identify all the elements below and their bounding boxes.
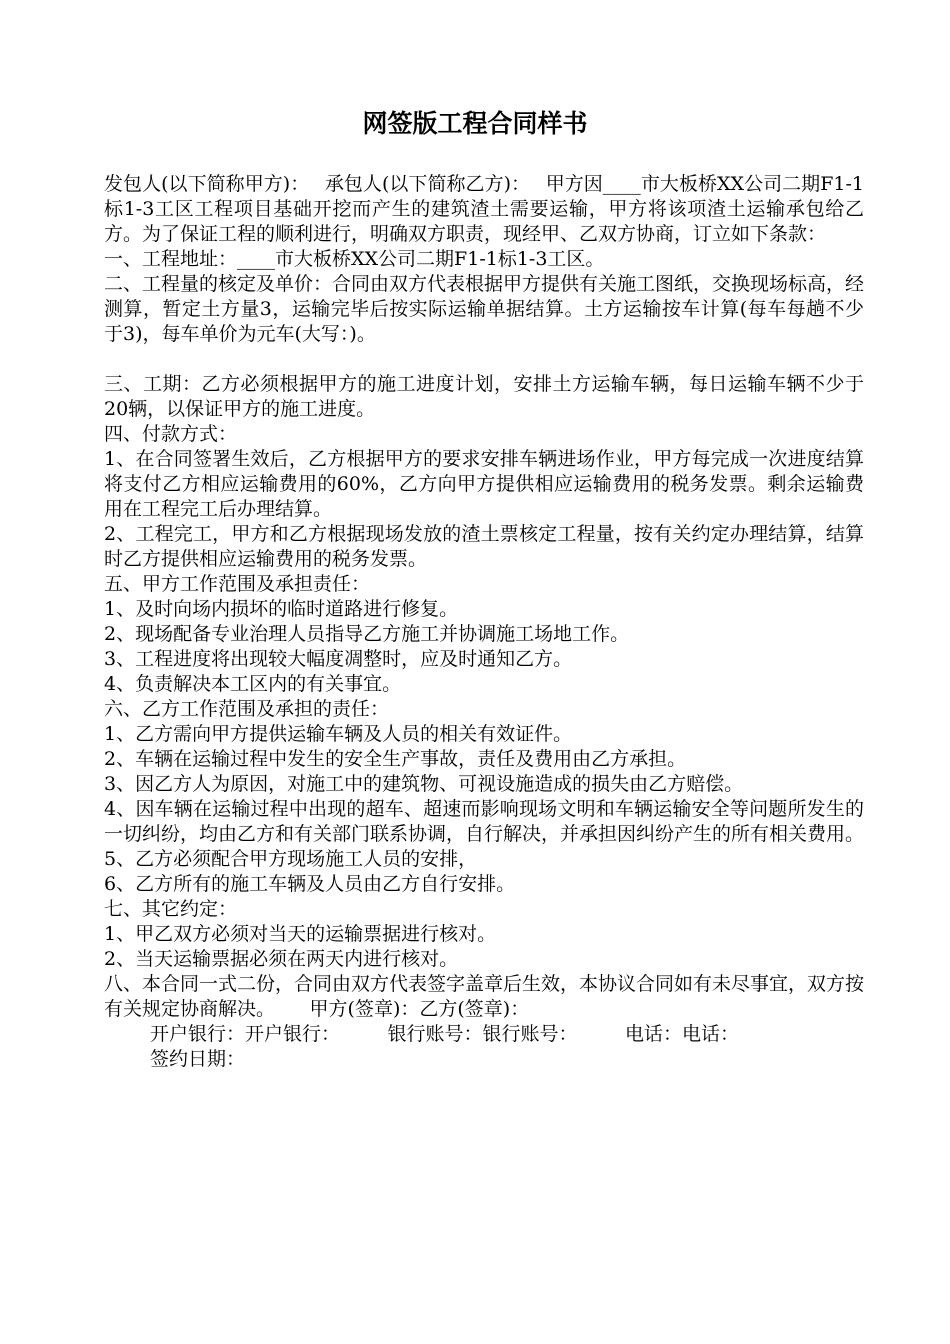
bank-info-line: 开户银行：开户银行： 银行账号：银行账号： 电话：电话：: [150, 1023, 740, 1045]
clause-4-heading: 四、付款方式：: [104, 423, 238, 445]
clause-6-item-6: 6、乙方所有的施工车辆及人员由乙方自行安排。: [104, 873, 516, 895]
clause-1-address: 一、工程地址：____市大板桥XX公司二期F1-1标1-3工区。: [104, 248, 605, 270]
clause-6-item-4: 4、因车辆在运输过程中出现的超车、超速而影响现场文明和车辆运输安全等问题所发生的一切纠纷，均由乙方和有关部门联系协调，自行解决，并承担因纠纷产生的所有相关费用。: [104, 798, 865, 845]
clause-6-item-5: 5、乙方必须配合甲方现场施工人员的安排，: [104, 848, 478, 870]
clause-5-item-1: 1、及时向场内损坏的临时道路进行修复。: [104, 598, 459, 620]
document-body: [104, 172, 864, 1072]
clause-4-item-2: 2、工程完工，甲方和乙方根据现场发放的渣土票核定工程量，按有关约定办理结算，结算时乙方提供相应运输费用的税务发票。: [104, 523, 864, 570]
clause-6-heading: 六、乙方工作范围及承担的责任：: [104, 698, 390, 720]
clause-5-item-3: 3、工程进度将出现较大幅度凋整时，应及时通知乙方。: [104, 648, 573, 670]
clause-5-heading: 五、甲方工作范围及承担责任：: [104, 573, 371, 595]
clause-7-item-1: 1、甲乙双方必须对当天的运输票据进行核对。: [104, 923, 497, 945]
clause-5-item-4: 4、负责解决本工区内的有关事宜。: [104, 673, 402, 695]
clause-3-schedule: 三、工期：乙方必须根据甲方的施工进度计划，安排土方运输车辆，每日运输车辆不少于20辆，以保证甲方的施工进度。: [104, 373, 864, 420]
signing-date-line: 签约日期：: [150, 1048, 246, 1070]
clause-7-item-2: 2、当天运输票据必须在两天内进行核对。: [104, 948, 459, 970]
clause-6-item-2: 2、车辆在运输过程中发生的安全生产事故，责任及费用由乙方承担。: [104, 748, 687, 770]
clause-7-heading: 七、其它约定：: [104, 898, 238, 920]
document-title: 网签版工程合同样书: [362, 109, 588, 138]
intro-paragraph: 发包人(以下简称甲方)： 承包人(以下简称乙方)： 甲方因____市大板桥XX公司二期F1-1标1-3工区工程项目基础开挖而产生的建筑渣土需要运输，甲方将该项渣土运输承包给乙方。为了保证工程的顺利进行，明确双方职责，现经甲、乙双方协商，订立如下条款：: [104, 173, 864, 245]
clause-5-item-2: 2、现场配备专业治理人员指导乙方施工并协调施工场地工作。: [104, 623, 630, 645]
clause-8-signatures: 八、本合同一式二份，合同由双方代表签字盖章后生效，本协议合同如有未尽事宜，双方按有关规定协商解决。 甲方(签章)：乙方(签章)：: [104, 973, 865, 1020]
clause-2-quantity-price: 二、工程量的核定及单价：合同由双方代表根据甲方提供有关施工图纸，交换现场标高，经测算，暂定土方量3，运输完毕后按实际运输单据结算。土方运输按车计算(每车每趟不少于3)，每车单价为元车(大写：)。: [104, 273, 865, 345]
clause-4-item-1: 1、在合同签署生效后，乙方根据甲方的要求安排车辆进场作业，甲方每完成一次进度结算将支付乙方相应运输费用的60%，乙方向甲方提供相应运输费用的税务发票。剩余运输费用在工程完工后办理结算。: [104, 448, 864, 520]
clause-6-item-3: 3、因乙方人为原因，对施工中的建筑物、可视设施造成的损失由乙方赔偿。: [104, 773, 744, 795]
clause-6-item-1: 1、乙方需向甲方提供运输车辆及人员的相关有效证件。: [104, 723, 573, 745]
